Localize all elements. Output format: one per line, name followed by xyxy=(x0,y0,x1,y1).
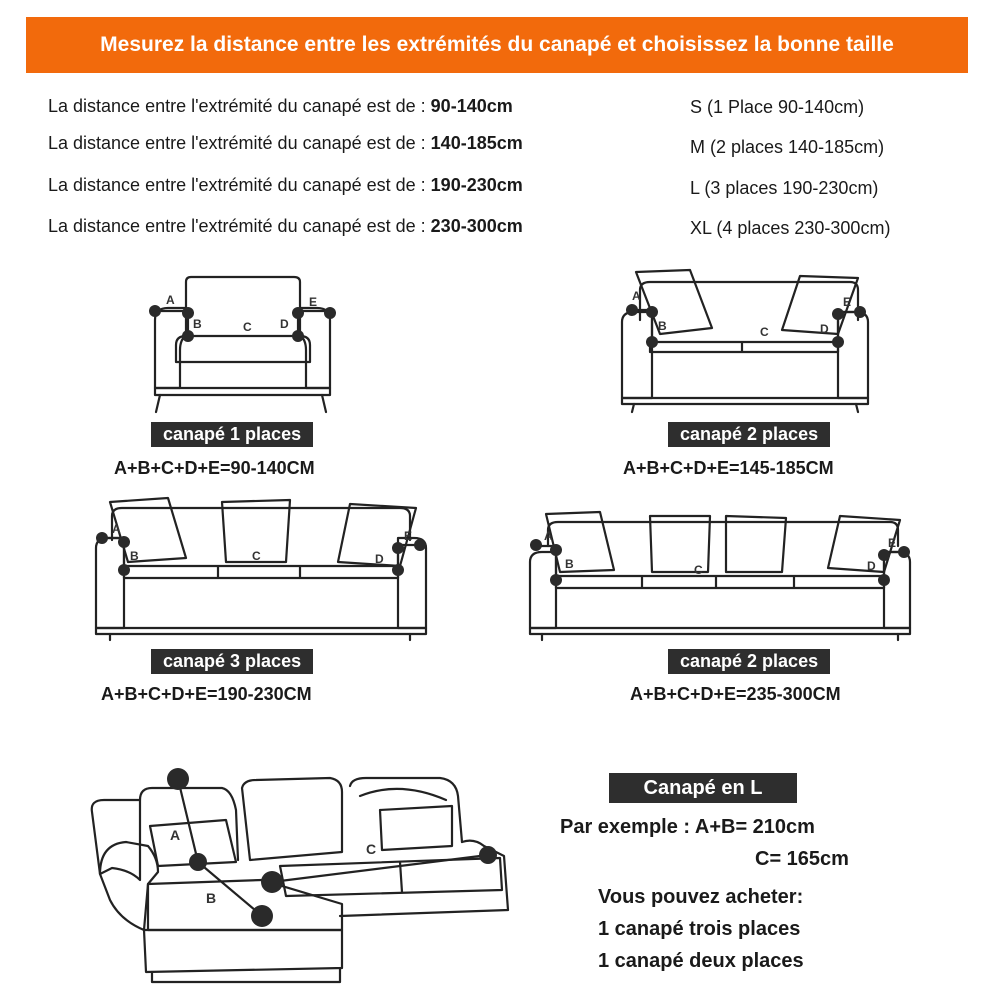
point-e xyxy=(324,307,336,319)
point-c2 xyxy=(292,330,304,342)
diagram-label-2: canapé 2 places xyxy=(668,422,830,447)
size-label-xl: XL (4 places 230-300cm) xyxy=(690,218,891,238)
point-b xyxy=(550,544,562,556)
measurement-text: La distance entre l'extrémité du canapé est de : xyxy=(48,175,431,195)
label-c: C xyxy=(366,841,377,857)
label-a: A xyxy=(112,522,121,536)
label-b: B xyxy=(193,317,202,331)
size-label-s: S (1 Place 90-140cm) xyxy=(690,97,865,117)
point-c2 xyxy=(392,564,404,576)
measurement-text: La distance entre l'extrémité du canapé est de : xyxy=(48,96,431,116)
point-c1 xyxy=(550,574,562,586)
measurement-range: 190-230cm xyxy=(430,175,523,195)
label-b: B xyxy=(565,557,574,571)
point-c-start xyxy=(261,871,283,893)
label-b: B xyxy=(130,549,139,563)
point-a xyxy=(530,539,542,551)
point-e xyxy=(414,539,426,551)
measurement-text: La distance entre l'extrémité du canapé est de : xyxy=(48,216,431,236)
point-d xyxy=(392,542,404,554)
l-sofa-example-line1: Par exemple : A+B= 210cm xyxy=(560,816,815,838)
label-c: C xyxy=(252,549,261,563)
diagram-formula-2: A+B+C+D+E=145-185CM xyxy=(623,458,834,478)
sofa-4-seat-drawing xyxy=(530,512,910,640)
label-d: D xyxy=(280,317,289,331)
measurement-text: La distance entre l'extrémité du canapé est de : xyxy=(48,133,431,153)
point-b-end xyxy=(251,905,273,927)
label-c: C xyxy=(760,325,769,339)
point-b xyxy=(118,536,130,548)
label-d: D xyxy=(820,322,829,336)
size-label-m: M (2 places 140-185cm) xyxy=(690,137,885,157)
point-c-end xyxy=(479,846,497,864)
label-a: A xyxy=(166,293,175,307)
point-a-bottom xyxy=(189,853,207,871)
point-d xyxy=(878,549,890,561)
point-d xyxy=(292,307,304,319)
diagram-label-3: canapé 3 places xyxy=(151,649,313,674)
sofa-2-seat-drawing xyxy=(622,270,868,412)
point-c2 xyxy=(832,336,844,348)
point-a xyxy=(626,304,638,316)
diagram-formula-3: A+B+C+D+E=190-230CM xyxy=(101,684,312,704)
point-c1 xyxy=(182,330,194,342)
label-c: C xyxy=(243,320,252,334)
armchair-drawing xyxy=(149,277,336,412)
label-a: A xyxy=(632,289,641,303)
point-e xyxy=(898,546,910,558)
point-a xyxy=(96,532,108,544)
l-sofa-buy-item2: 1 canapé deux places xyxy=(598,950,804,972)
label-e: E xyxy=(843,295,852,309)
l-sofa-buy-title: Vous pouvez acheter: xyxy=(598,886,804,908)
diagram-formula-4: A+B+C+D+E=235-300CM xyxy=(630,684,841,704)
label-b: B xyxy=(206,890,217,906)
point-e xyxy=(854,306,866,318)
label-a: A xyxy=(170,827,181,843)
label-c: C xyxy=(694,563,703,577)
label-e: E xyxy=(309,295,318,309)
diagram-label-1: canapé 1 places xyxy=(151,422,313,447)
measurement-range: 90-140cm xyxy=(430,96,513,116)
l-sofa-drawing xyxy=(92,768,508,982)
label-a: A xyxy=(544,529,553,543)
size-label-l: L (3 places 190-230cm) xyxy=(690,178,879,198)
label-b: B xyxy=(658,319,667,333)
diagram-label-4: canapé 2 places xyxy=(668,649,830,674)
point-c1 xyxy=(118,564,130,576)
header-title: Mesurez la distance entre les extrémités du canapé et choisissez la bonne taille xyxy=(100,33,894,56)
label-e: E xyxy=(888,536,897,550)
l-sofa-buy-item1: 1 canapé trois places xyxy=(598,918,801,940)
sofa-3-seat-drawing xyxy=(96,498,426,640)
point-c1 xyxy=(646,336,658,348)
label-e: E xyxy=(404,529,413,543)
diagram-formula-1: A+B+C+D+E=90-140CM xyxy=(114,458,315,478)
point-c2 xyxy=(878,574,890,586)
point-a xyxy=(149,305,161,317)
l-sofa-title: Canapé en L xyxy=(609,773,797,803)
label-d: D xyxy=(867,559,876,573)
measurement-range: 140-185cm xyxy=(430,133,523,153)
label-d: D xyxy=(375,552,384,566)
measurement-range: 230-300cm xyxy=(430,216,523,236)
point-b xyxy=(646,306,658,318)
point-a-top xyxy=(167,768,189,790)
point-d xyxy=(832,308,844,320)
l-sofa-example-line2: C= 165cm xyxy=(755,848,849,870)
